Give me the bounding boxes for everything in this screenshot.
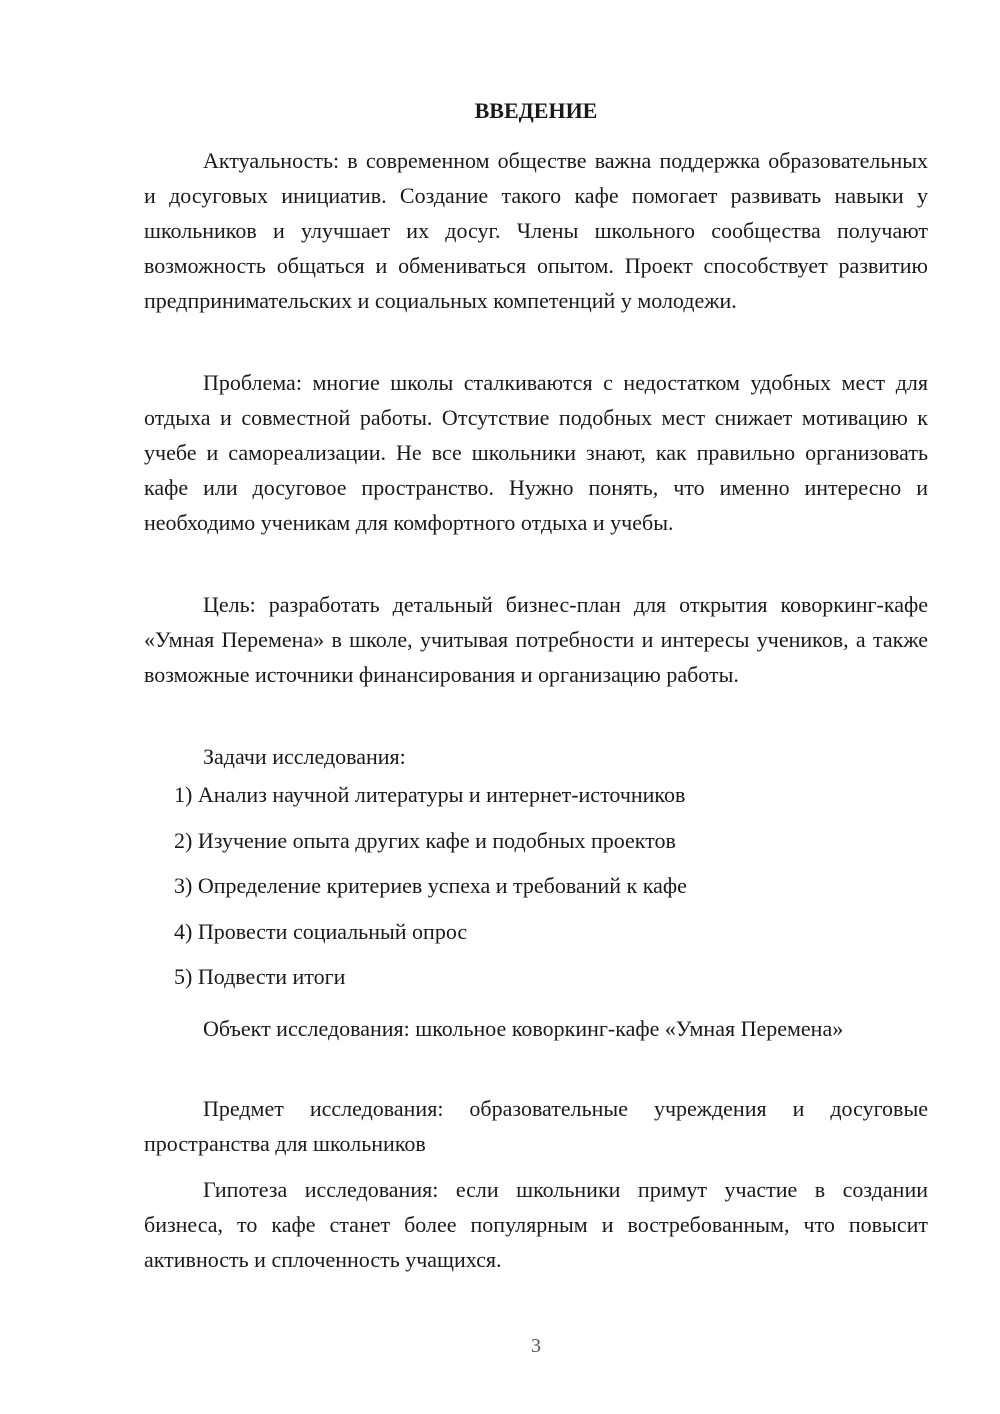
tasks-heading: Задачи исследования: — [203, 744, 406, 769]
page-number: 3 — [531, 1335, 541, 1357]
task-item: 2) Изучение опыта других кафе и подобных проектов — [174, 827, 676, 853]
hypothesis-paragraph: Гипотеза исследования: если школьники примут участие в создании бизнеса, то кафе станет более популярным и востребованным, что повысит активность и сплоченность учащихся. — [144, 1177, 928, 1272]
problem-paragraph: Проблема: многие школы сталкиваются с недостатком удобных мест для отдыха и совместной работы. Отсутствие подобных мест снижает мотивацию к учебе и самореализации. Не все школьники знают, как правильно организовать кафе или досуговое пространство. Нужно понять, что именно интересно и необходимо ученикам для комфортного отдыха и учебы. — [144, 370, 928, 535]
subject-paragraph: Предмет исследования: образовательные учреждения и досуговые пространства для школьников — [144, 1096, 928, 1156]
object-paragraph: Объект исследования: школьное коворкинг-кафе «Умная Перемена» — [203, 1016, 844, 1041]
task-item: 5) Подвести итоги — [174, 964, 346, 989]
task-item: 3) Определение критериев успеха и требований к кафе — [174, 873, 687, 898]
section-title: ВВЕДЕНИЕ — [474, 98, 598, 123]
task-item: 1) Анализ научной литературы и интернет-источников — [174, 782, 686, 807]
tasks-list — [174, 780, 687, 1008]
relevance-paragraph: Актуальность: в современном обществе важна поддержка образовательных и досуговых инициатив. Создание такого кафе помогает развивать навыки у школьников и улучшает их досуг. Члены школьного сообщества получают возможность общаться и обмениваться опытом. Проект способствует развитию предпринимательских и социальных компетенций у молодежи. — [144, 148, 928, 313]
goal-paragraph: Цель: разработать детальный бизнес-план для открытия коворкинг-кафе «Умная Перемена» в школе, учитывая потребности и интересы учеников, а также возможные источники финансирования и организацию работы. — [144, 592, 928, 687]
document-page — [144, 0, 928, 1414]
task-item: 4) Провести социальный опрос — [174, 918, 468, 944]
